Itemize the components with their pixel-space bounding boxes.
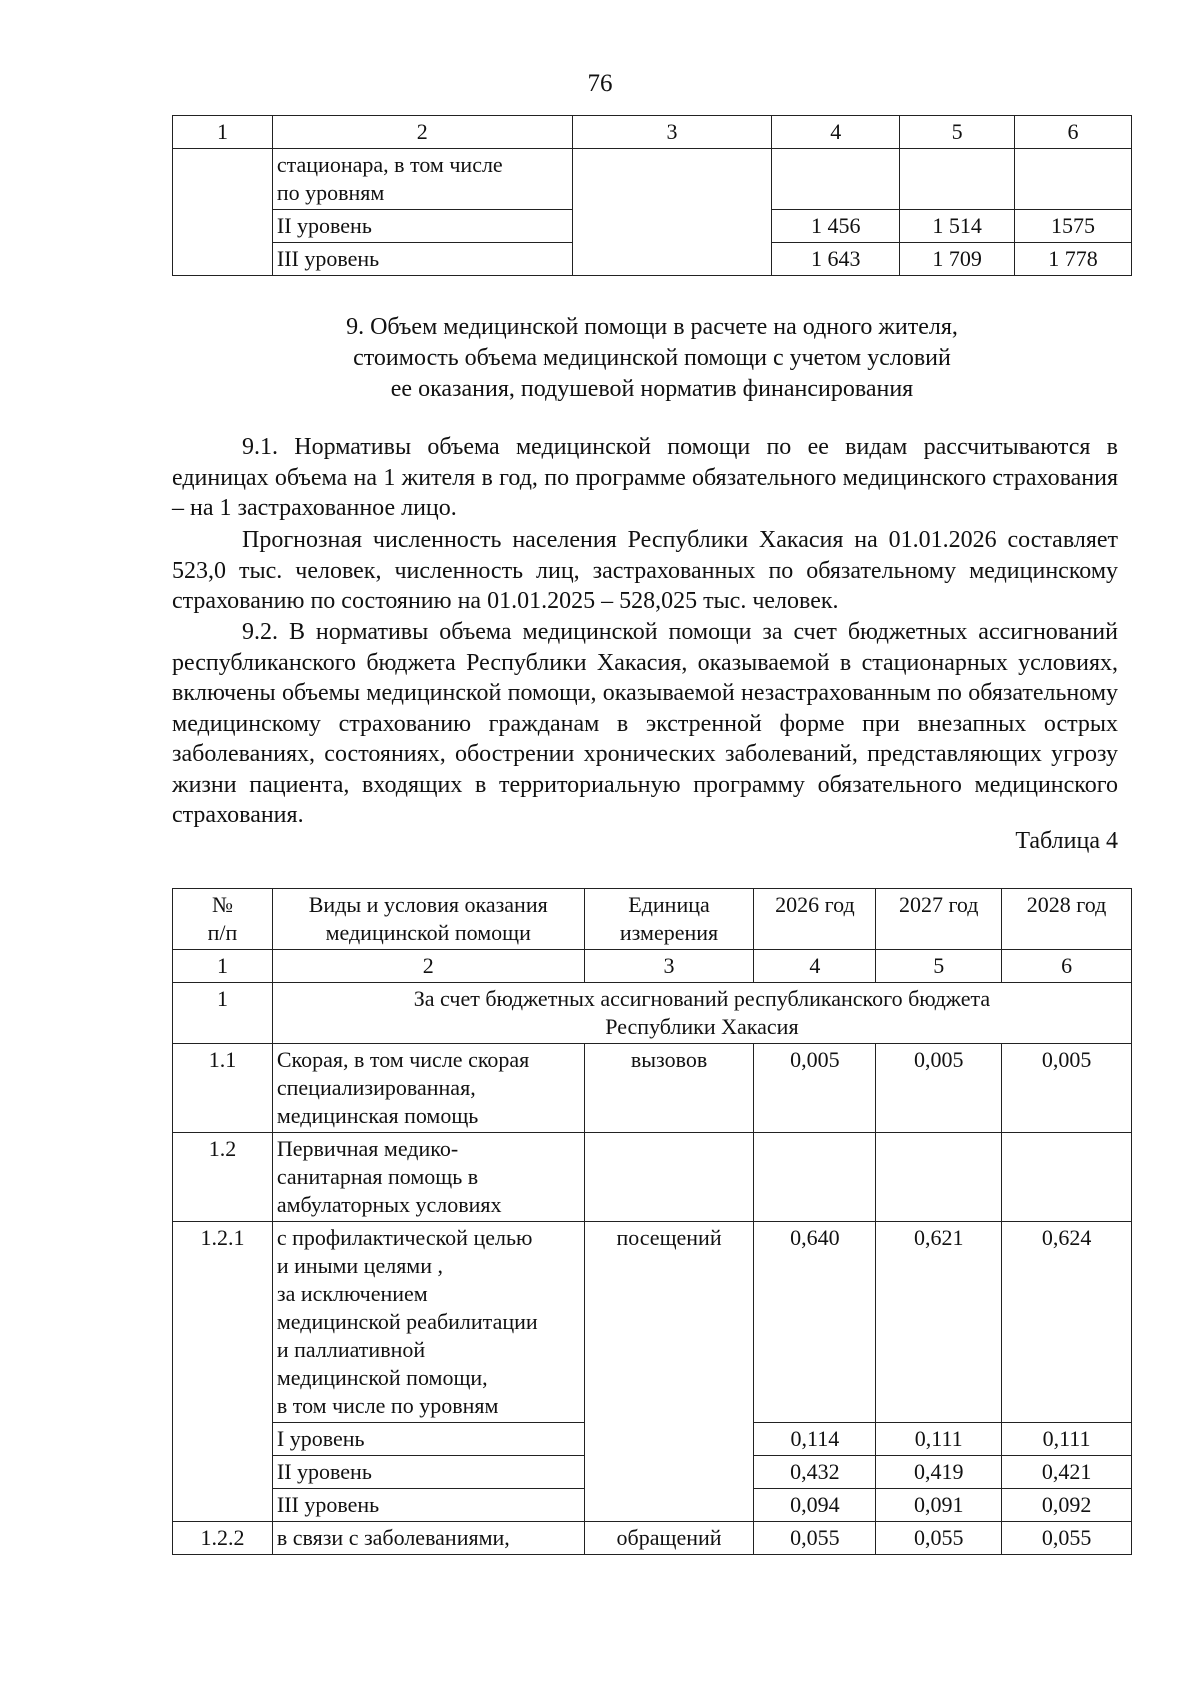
value-2026: 0,005 [754, 1044, 876, 1133]
section-title: За счет бюджетных ассигнований республиканского бюджета Республики Хакасия [272, 983, 1131, 1044]
value-2028: 1575 [1015, 210, 1132, 243]
row-number: 1.1 [173, 1044, 273, 1133]
table-row [173, 1222, 1132, 1423]
value-2026: 0,640 [754, 1222, 876, 1423]
value-2027: 0,091 [876, 1489, 1002, 1522]
row-number: 1.2.2 [173, 1522, 273, 1555]
value-2027: 0,621 [876, 1222, 1002, 1423]
header-kind: Виды и условия оказания медицинской помощи [272, 889, 584, 950]
header-row [173, 889, 1132, 950]
row-label: стационара, в том числе по уровням [272, 149, 572, 210]
level-label: I уровень [272, 1423, 584, 1456]
paragraph-9-1 [172, 432, 1118, 524]
header-num: № п/п [173, 889, 273, 950]
col-number: 3 [584, 950, 754, 983]
table-row [173, 1133, 1132, 1222]
value-2026: 0,094 [754, 1489, 876, 1522]
value-2027: 0,111 [876, 1423, 1002, 1456]
table-caption: Таблица 4 [1015, 828, 1118, 854]
col-number: 1 [173, 116, 273, 149]
value-2028: 0,421 [1002, 1456, 1132, 1489]
page-number: 76 [587, 70, 613, 97]
heading-line: стоимость объема медицинской помощи с учетом условий [353, 345, 951, 371]
header-2028: 2028 год [1002, 889, 1132, 950]
col-number: 4 [754, 950, 876, 983]
row-number: 1 [173, 983, 273, 1044]
header-2026: 2026 год [754, 889, 876, 950]
row-unit: обращений [584, 1522, 754, 1555]
value-2026: 0,432 [754, 1456, 876, 1489]
col-number: 2 [272, 116, 572, 149]
value-2028: 0,624 [1002, 1222, 1132, 1423]
row-label: в связи с заболеваниями, [272, 1522, 584, 1555]
paragraph-population [172, 525, 1118, 617]
value-2028: 1 778 [1015, 243, 1132, 276]
row-number: 1.2.1 [173, 1222, 273, 1522]
row-label: Первичная медико- санитарная помощь в амбулаторных условиях [272, 1133, 584, 1222]
empty-cell [754, 1133, 876, 1222]
heading-line: 9. Объем медицинской помощи в расчете на одного жителя, [346, 314, 958, 340]
value-2027: 0,055 [876, 1522, 1002, 1555]
value-2028: 0,055 [1002, 1522, 1132, 1555]
value-2026: 0,055 [754, 1522, 876, 1555]
empty-cell [1015, 149, 1132, 210]
row-unit: посещений [584, 1222, 754, 1522]
row-unit: вызовов [584, 1044, 754, 1133]
empty-cell [173, 149, 273, 276]
col-number: 2 [272, 950, 584, 983]
table-row [173, 149, 1132, 210]
table-row [173, 1522, 1132, 1555]
value-2027: 0,419 [876, 1456, 1002, 1489]
section-row [173, 983, 1132, 1044]
level-label: III уровень [272, 1489, 584, 1522]
value-2026: 0,114 [754, 1423, 876, 1456]
row-label: с профилактической целью и иными целями , за исключением медицинской реабилитации и паллиативной медицинской помощи, в том числе по уровням [272, 1222, 584, 1423]
col-number: 3 [572, 116, 772, 149]
value-2026: 1 456 [772, 210, 900, 243]
paragraph-text: Прогнозная численность населения Республики Хакасия на 01.01.2026 составляет 523,0 тыс. человек, численность лиц, застрахованных по обязательному медицинскому страхованию по состоянию на 01.01.2025 – 528,025 тыс. человек. [172, 527, 1118, 614]
value-2028: 0,111 [1002, 1423, 1132, 1456]
value-2028: 0,005 [1002, 1044, 1132, 1133]
column-number-row [173, 950, 1132, 983]
empty-cell [1002, 1133, 1132, 1222]
level-label: II уровень [272, 210, 572, 243]
value-2027: 1 709 [900, 243, 1015, 276]
col-number: 5 [900, 116, 1015, 149]
value-2028: 0,092 [1002, 1489, 1132, 1522]
paragraph-text: 9.1. Нормативы объема медицинской помощи по ее видам рассчитываются в единицах объема на 1 жителя в год, по программе обязательного медицинского страхования – на 1 застрахованное лицо. [172, 434, 1118, 521]
table-4 [172, 888, 1132, 1555]
row-number: 1.2 [173, 1133, 273, 1222]
empty-cell [572, 149, 772, 276]
level-label: II уровень [272, 1456, 584, 1489]
section-heading [172, 312, 1132, 405]
col-number: 6 [1002, 950, 1132, 983]
continuation-table [172, 115, 1132, 276]
col-number: 6 [1015, 116, 1132, 149]
col-number: 1 [173, 950, 273, 983]
level-label: III уровень [272, 243, 572, 276]
heading-line: ее оказания, подушевой норматив финансирования [390, 376, 914, 402]
col-number: 5 [876, 950, 1002, 983]
header-unit: Единица измерения [584, 889, 754, 950]
empty-cell [584, 1133, 754, 1222]
table-row [173, 1044, 1132, 1133]
col-number: 4 [772, 116, 900, 149]
paragraph-text: 9.2. В нормативы объема медицинской помощи за счет бюджетных ассигнований республиканского бюджета Республики Хакасия, оказываемой в стационарных условиях, включены объемы медицинской помощи, оказываемой незастрахованным по обязательному медицинскому страхованию гражданам в экстренной форме при внезапных острых заболеваниях, состояниях, обострении хронических заболеваний, представляющих угрозу жизни пациента, входящих в территориальную программу обязательного медицинского страхования. [172, 619, 1118, 828]
empty-cell [876, 1133, 1002, 1222]
paragraph-9-2 [172, 617, 1118, 831]
value-2027: 0,005 [876, 1044, 1002, 1133]
empty-cell [772, 149, 900, 210]
column-number-row [173, 116, 1132, 149]
empty-cell [900, 149, 1015, 210]
value-2027: 1 514 [900, 210, 1015, 243]
row-label: Скорая, в том числе скорая специализированная, медицинская помощь [272, 1044, 584, 1133]
value-2026: 1 643 [772, 243, 900, 276]
header-2027: 2027 год [876, 889, 1002, 950]
